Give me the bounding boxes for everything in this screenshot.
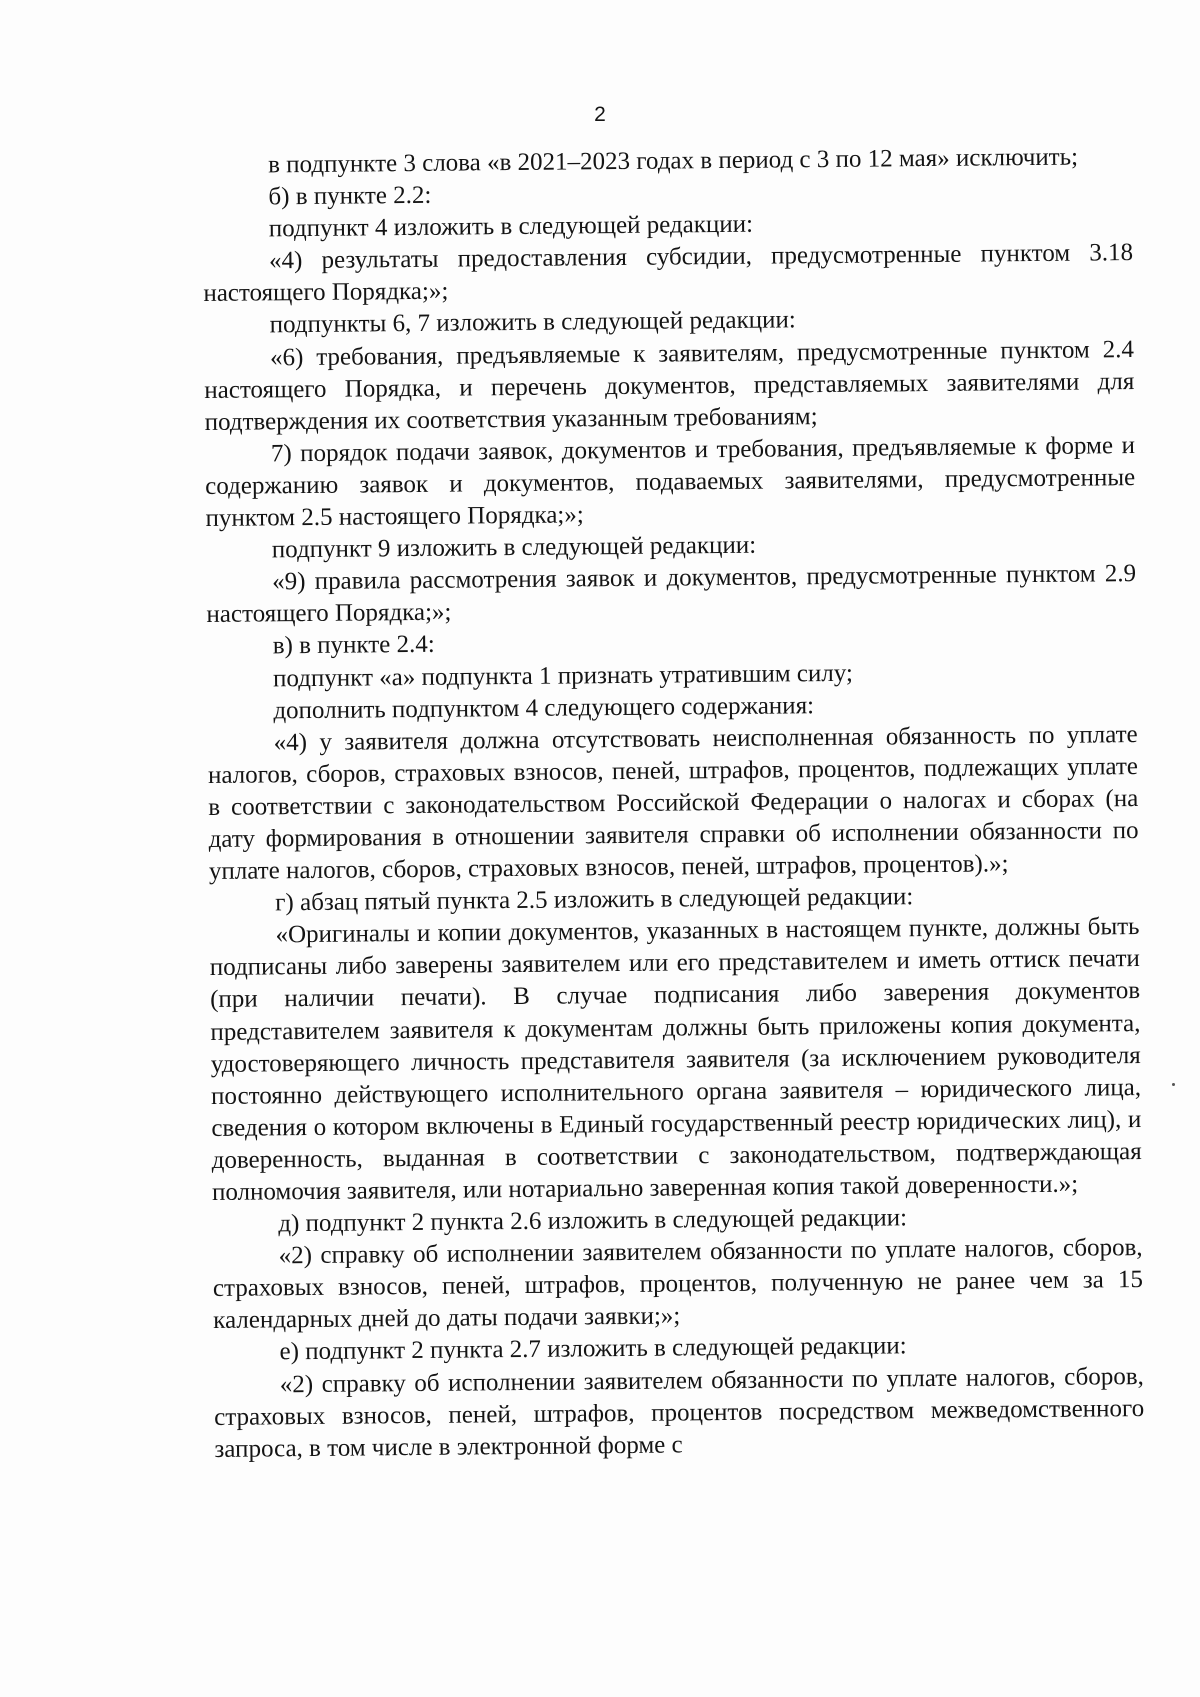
document-body — [202, 141, 1145, 1466]
paragraph: е) подпункт 2 пункта 2.7 изложить в следующей редакции: — [279, 1332, 907, 1366]
paragraph: «4) у заявителя должна отсутствовать неисполненная обязанность по уплате налогов, сборов, страховых взносов, пеней, штрафов, процентов, подлежащих уплате в соответствии с законодательством Российской Федерации о налогах и сборах (на дату формирования в отношении заявителя справки об исполнении обязанности по уплате налогов, сборов, страховых взносов, пеней, штрафов, процентов).»; — [207, 720, 1139, 886]
paragraph: подпункты 6, 7 изложить в следующей редакции: — [269, 306, 796, 339]
paragraph: в) в пункте 2.4: — [272, 631, 435, 660]
paragraph: д) подпункт 2 пункта 2.6 изложить в следующей редакции: — [278, 1204, 908, 1238]
paragraph: «Оригиналы и копии документов, указанных в настоящем пункте, должны быть подписаны либо заверены заявителем или его представителем и иметь оттиск печати (при наличии печати). В случае подписания либо заверения документов представителем заявителя к документам должны быть приложены копия документа, удостоверяющего личность представителя заявителя (за исключением руководителя постоянно действующего исполнительного органа заявителя – юридического лица, сведения о котором включены в Единый государственный реестр юридических лиц), и доверенность, выданная в соответствии с законодательством, подтверждающая полномочия заявителя, или нотариально заверенная копия такой доверенности.»; — [209, 913, 1142, 1206]
paragraph: «4) результаты предоставления субсидии, предусмотренные пунктом 3.18 настоящего Порядка;»; — [203, 239, 1134, 308]
paragraph: дополнить подпунктом 4 следующего содержания: — [273, 691, 815, 724]
paragraph: «2) справку об исполнении заявителем обязанности по уплате налогов, сборов, страховых взносов, пеней, штрафов, процентов, полученную не ранее чем за 15 календарных дней до даты подачи заявки;»; — [212, 1234, 1144, 1335]
scan-speck — [1172, 1083, 1175, 1086]
paragraph: 7) порядок подачи заявок, документов и требования, предъявляемые к форме и содержанию заявок и документов, подаваемых заявителями, предусмотренные пунктом 2.5 настоящего Порядка;»; — [205, 431, 1136, 533]
paragraph: подпункт «а» подпункта 1 признать утратившим силу; — [272, 659, 854, 692]
paragraph: г) абзац пятый пункта 2.5 изложить в следующей редакции: — [275, 883, 914, 917]
paragraph: «9) правила рассмотрения заявок и документов, предусмотренные пунктом 2.9 настоящего Порядка;»; — [206, 560, 1137, 629]
paragraph: «6) требования, предъявляемые к заявителям, предусмотренные пунктом 2.4 настоящего Порядка, и перечень документов, представляемых заявителями для подтверждения их соответствия указанным требованиям; — [204, 335, 1135, 436]
paragraph: б) в пункте 2.2: — [268, 181, 432, 211]
paragraph: «2) справку об исполнении заявителем обязанности по уплате налогов, сборов, страховых взносов, пеней, штрафов, процентов посредством межведомственного запроса, в том числе в электронной форме с — [214, 1362, 1145, 1463]
paragraph: подпункт 4 изложить в следующей редакции: — [268, 210, 754, 243]
page-number: 2 — [594, 103, 606, 126]
paragraph: в подпункте 3 слова «в 2021–2023 годах в период с 3 по 12 мая» исключить; — [268, 143, 1079, 179]
paragraph: подпункт 9 изложить в следующей редакции: — [271, 531, 757, 564]
